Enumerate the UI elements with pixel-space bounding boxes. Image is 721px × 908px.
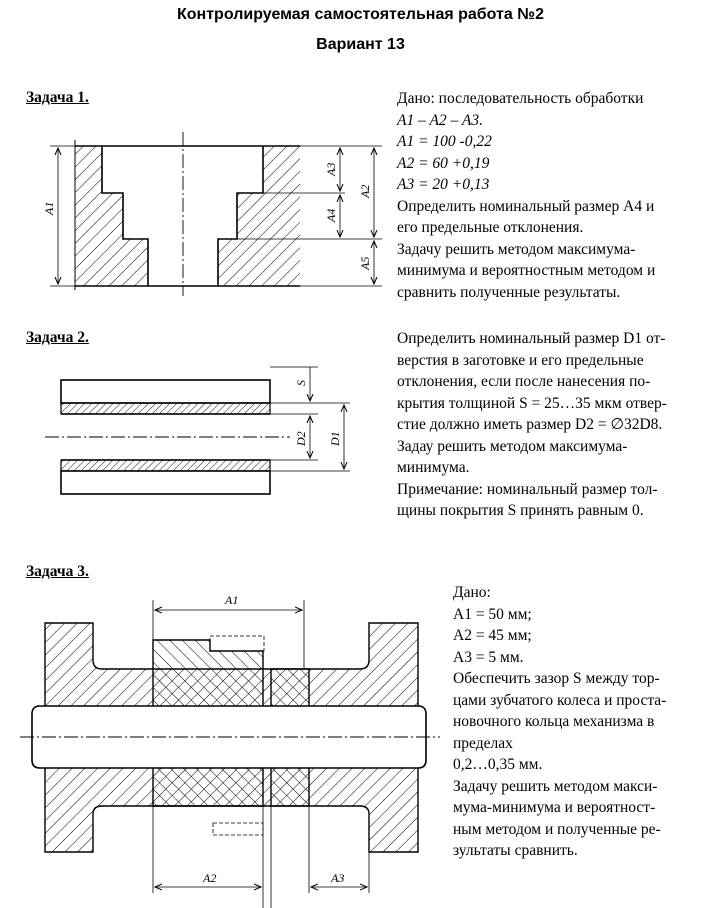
task1-line2: его предельные отклонения. xyxy=(397,219,584,236)
task3-label: Задача 3. xyxy=(26,563,89,580)
task3-line2: цами зубчатого колеса и проста- xyxy=(453,691,667,709)
task3-line1: Обеспечить зазор S между тор- xyxy=(453,670,660,687)
variant-title: Вариант 13 xyxy=(316,36,405,53)
task1-a2: A2 = 60 +0,19 xyxy=(397,154,490,172)
task3-line7: мума-минимума и вероятност- xyxy=(453,799,656,816)
task3-line9: зультаты сравнить. xyxy=(453,842,578,859)
task3-text xyxy=(453,582,666,862)
task3-line3: новочного кольца механизма в xyxy=(453,713,655,730)
task1-a3: A3 = 20 +0,13 xyxy=(397,176,490,193)
task3-a3: A3 = 5 мм. xyxy=(453,648,524,666)
task2-line6: Задау решить методом максимума- xyxy=(397,437,628,455)
task2-dim-d1: D1 xyxy=(328,431,342,446)
task3-dim-a1: A1 xyxy=(225,593,239,607)
task3-dim-a2: A2 xyxy=(203,871,217,885)
task1-dim-a4: A4 xyxy=(324,208,338,222)
task1-label: Задача 1. xyxy=(26,89,89,106)
task1-line1: Определить номинальный размер A4 и xyxy=(397,197,655,215)
task2-dim-s: S xyxy=(294,380,308,386)
task2-line3: отклонения, если после нанесения по- xyxy=(397,373,651,390)
task3-a2: A2 = 45 мм; xyxy=(453,627,532,644)
task1-dim-a5: A5 xyxy=(358,256,372,270)
task3-line6: Задачу решить методом макси- xyxy=(453,777,658,795)
task2-line5: стие должно иметь размер D2 = ∅32D8. xyxy=(397,416,663,433)
task2-line2: верстия в заготовке и его предельные xyxy=(397,351,644,369)
task3-assembly xyxy=(20,600,440,908)
task1-line3: Задачу решить методом максимума- xyxy=(397,240,636,258)
task2-line9: щины покрытия S принять равным 0. xyxy=(397,502,644,519)
task2-text xyxy=(397,328,667,522)
task1-given-intro: Дано: последовательность обработки xyxy=(397,90,644,107)
task1-text xyxy=(397,88,655,303)
task1-a1: A1 = 100 -0,22 xyxy=(397,133,492,150)
task1-line5: сравнить полученные результаты. xyxy=(397,283,621,301)
task1-dim-a2: A2 xyxy=(358,184,372,198)
task1-dim-a1: A1 xyxy=(42,201,56,215)
task2-line8: Примечание: номинальный размер тол- xyxy=(397,480,658,498)
task3-dim-a3: A3 xyxy=(331,871,345,885)
task3-line4: пределах xyxy=(453,734,513,752)
task2-line4: крытия толщиной S = 25…35 мкм отвер- xyxy=(397,394,667,412)
task2-dim-d2: D2 xyxy=(294,431,308,446)
task3-line5: 0,2…0,35 мм. xyxy=(453,756,543,773)
page-title: Контролируемая самостоятельная работа №2 xyxy=(177,6,544,23)
task1-sequence: A1 – A2 – A3. xyxy=(397,111,483,129)
task1-dim-a3: A3 xyxy=(324,162,338,176)
task2-label: Задача 2. xyxy=(26,329,89,346)
task3-line8: ным методом и полученные ре- xyxy=(453,820,661,838)
task2-line7: минимума. xyxy=(397,459,470,476)
task2-line1: Определить номинальный размер D1 от- xyxy=(397,330,666,347)
task1-line4: минимума и вероятностным методом и xyxy=(397,262,656,279)
task3-given: Дано: xyxy=(453,584,491,601)
task3-a1: A1 = 50 мм; xyxy=(453,605,532,623)
